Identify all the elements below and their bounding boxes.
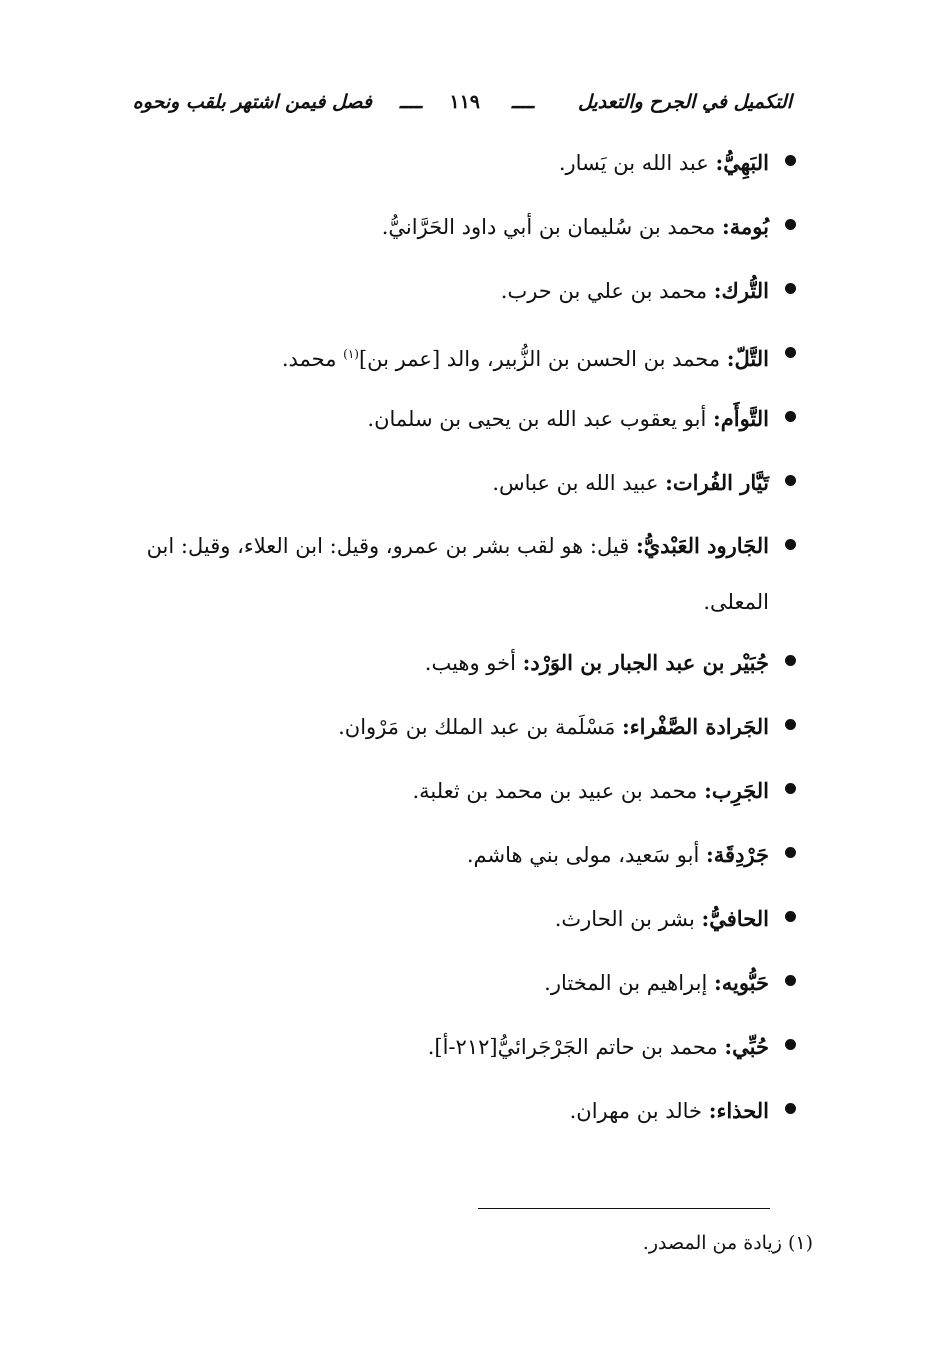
entry-term: حَبُّويه:	[713, 970, 769, 995]
footnote-reference: (١)	[343, 347, 359, 361]
entry-definition: أخو وهيب.	[424, 651, 523, 675]
entry-definition: محمد بن عبيد بن محمد بن ثعلبة.	[412, 779, 705, 803]
list-item	[555, 890, 769, 948]
entry-definition: عبد الله بن يَسار.	[558, 151, 716, 175]
entry-definition: محمد بن حاتم الجَرْجَرائيُّ[٢١٢-أ].	[427, 1035, 725, 1059]
entry-term: الحافيُّ:	[701, 906, 769, 931]
entry-term: حُبِّي:	[724, 1034, 769, 1059]
bullet-icon	[785, 847, 796, 858]
entry-term: تَيَّار الفُرات:	[665, 470, 769, 495]
bullet-icon	[785, 719, 796, 730]
entry-term: التَّوأَم:	[712, 406, 769, 431]
list-item	[338, 698, 769, 756]
entry-term: الجَرِب:	[704, 778, 769, 803]
entry-definition: إبراهيم بن المختار.	[544, 971, 714, 995]
bullet-icon	[785, 1103, 796, 1114]
bullet-icon	[785, 283, 796, 294]
list-item	[501, 262, 769, 320]
bullet-icon	[785, 783, 796, 794]
bullet-icon	[785, 155, 796, 166]
bullet-icon	[785, 911, 796, 922]
entry-definition: محمد بن علي بن حرب.	[500, 279, 714, 303]
entry-term: جَرْدِقَة:	[706, 842, 769, 867]
entry-definition: أبو يعقوب عبد الله بن يحيى بن سلمان.	[367, 407, 713, 431]
list-item	[367, 390, 769, 448]
list-item	[425, 634, 769, 692]
entry-term: البَهِيُّ:	[715, 150, 769, 175]
entry-term: الجَارود العَبْديُّ:	[635, 533, 769, 558]
bullet-icon	[785, 655, 796, 666]
bullet-icon	[785, 539, 796, 550]
bullet-icon	[785, 975, 796, 986]
entry-definition: مَسْلَمة بن عبد الملك بن مَرْوان.	[338, 715, 622, 739]
list-item	[413, 762, 770, 820]
entry-term: جُبَيْر بن عبد الجبار بن الوَرْد:	[522, 650, 769, 675]
entry-definition: محمد بن الحسن بن الزُّبير، والد [عمر بن]	[358, 347, 727, 371]
list-item	[570, 1082, 769, 1140]
list-item	[544, 954, 769, 1012]
page-number: ١١٩	[449, 91, 480, 113]
entry-term: التُّرك:	[713, 278, 769, 303]
entry-term: بُومة:	[722, 214, 769, 239]
entry-definition: عبيد الله بن عباس.	[492, 471, 666, 495]
list-item	[382, 198, 769, 256]
entry-definition: بشر بن الحارث.	[554, 907, 702, 931]
bullet-icon	[785, 411, 796, 422]
bullet-icon	[785, 475, 796, 486]
list-item	[282, 326, 769, 388]
entry-term: الحذاء:	[708, 1098, 769, 1123]
bullet-icon	[785, 219, 796, 230]
entry-term: الجَرادة الصَّفْراء:	[622, 714, 769, 739]
footnote: (١) زيادة من المصدر.	[642, 1232, 813, 1254]
entry-definition: خالد بن مهران.	[569, 1099, 709, 1123]
footnote-divider	[478, 1208, 770, 1209]
list-item	[492, 454, 769, 512]
header-dash: ــــ	[399, 91, 422, 113]
list-item	[428, 1018, 769, 1076]
list-item	[559, 134, 769, 192]
header-dash: ــــ	[511, 91, 534, 113]
entry-term: التَّلّ:	[726, 346, 769, 371]
bullet-icon	[785, 347, 796, 358]
list-item	[467, 826, 769, 884]
entry-definition: أبو سَعيد، مولى بني هاشم.	[466, 843, 707, 867]
bullet-icon	[785, 1039, 796, 1050]
section-title: فصل فيمن اشتهر بلقب ونحوه	[132, 91, 372, 113]
entry-definition: قيل: هو لقب بشر بن عمرو، وقيل: ابن العلاء، وقيل: ابن المعلى.	[146, 534, 769, 614]
book-title: التكميل في الجرح والتعديل	[577, 91, 792, 113]
entry-definition: محمد بن سُليمان بن أبي داود الحَرَّانيُّ.	[381, 215, 723, 239]
list-item	[103, 518, 769, 630]
entry-definition: محمد.	[281, 347, 344, 371]
